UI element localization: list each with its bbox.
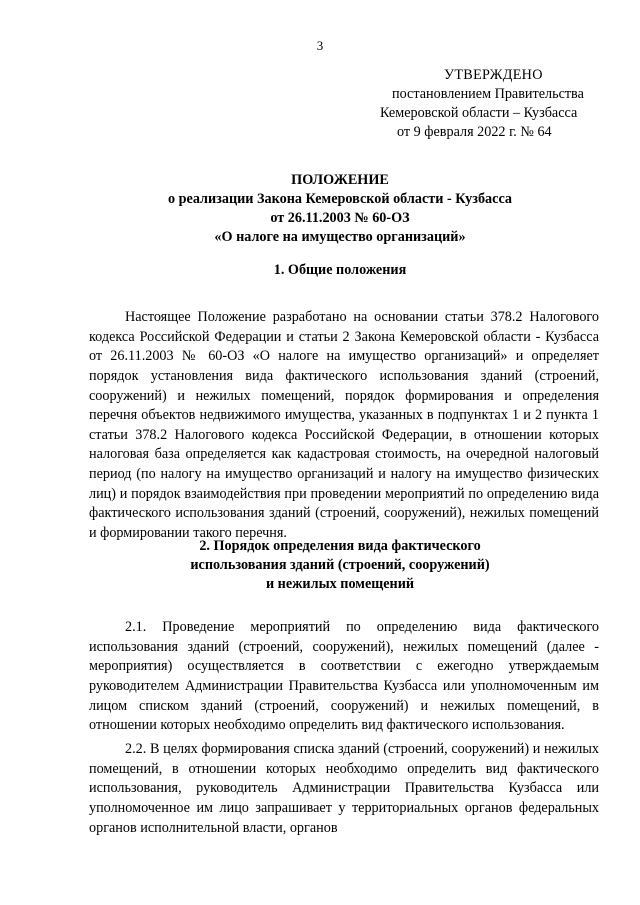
section-2-title-line-2: использования зданий (строений, сооружений) [190,557,490,573]
section-2-title-line-1: 2. Порядок определения вида фактического [199,538,481,554]
document-title-line-3: от 26.11.2003 № 60-ОЗ [270,210,410,226]
approval-line-2: Кемеровской области – Кузбасса [380,105,578,121]
approval-line-3: от 9 февраля 2022 г. № 64 [397,124,552,140]
document-title-line-2: о реализации Закона Кемеровской области - Кузбасса [167,191,513,207]
document-title-line-4: «О налоге на имущество организаций» [214,229,466,245]
section-2-paragraph-2: 2.2. В целях формирования списка зданий (строений, сооружений) и нежилых помещений, в отношении которых необходимо определить вид фактического использования, руководитель Администрации Правительства Кузбасса или уполномоченное им лицо запрашивает у территориальных органов федеральных органов исполнительной власти, органов [89,741,599,836]
section-2-heading [0,537,640,594]
approval-line-1: постановлением Правительства [392,86,584,102]
page-number: 3 [316,38,324,53]
section-2-title-line-3: и нежилых помещений [265,576,415,592]
section-1-heading [0,261,640,280]
section-1-title: 1. Общие положения [273,262,407,278]
approval-stamp [380,66,600,142]
approval-title: УТВЕРЖДЕНО [444,67,543,83]
section-2-paragraph-1: 2.1. Проведение мероприятий по определению вида фактического использования зданий (строений, сооружений), нежилых помещений (далее - мероприятия) осуществляется в соответствии с ежегодно утверждаемым руководителем Администрации Правительства Кузбасса или уполномоченным им лицом списком зданий (строений, сооружений) и нежилых помещений, в отношении которых необходимо определить вид фактического использования. [89,619,599,734]
section-1-paragraph: Настоящее Положение разработано на основании статьи 378.2 Налогового кодекса Российской Федерации и статьи 2 Закона Кемеровской области - Кузбасса от 26.11.2003 № 60-ОЗ «О налоге на имущество организаций» и определяет порядок установления вида фактического использования зданий (строений, сооружений) и нежилых помещений, порядок формирования и определения перечня объектов недвижимого имущества, указанных в подпунктах 1 и 2 пункта 1 статьи 378.2 Налогового кодекса Российской Федерации, в отношении которых налоговая база определяется как кадастровая стоимость, на очередной налоговый период (по налогу на имущество организаций и налогу на имущество физических лиц) и порядок взаимодействия при проведении мероприятий по определению вида фактического использования зданий (строений, сооружений), нежилых помещений и формировании такого перечня. [89,309,599,541]
document-title-line-1: ПОЛОЖЕНИЕ [291,172,389,188]
document-title [0,171,640,247]
